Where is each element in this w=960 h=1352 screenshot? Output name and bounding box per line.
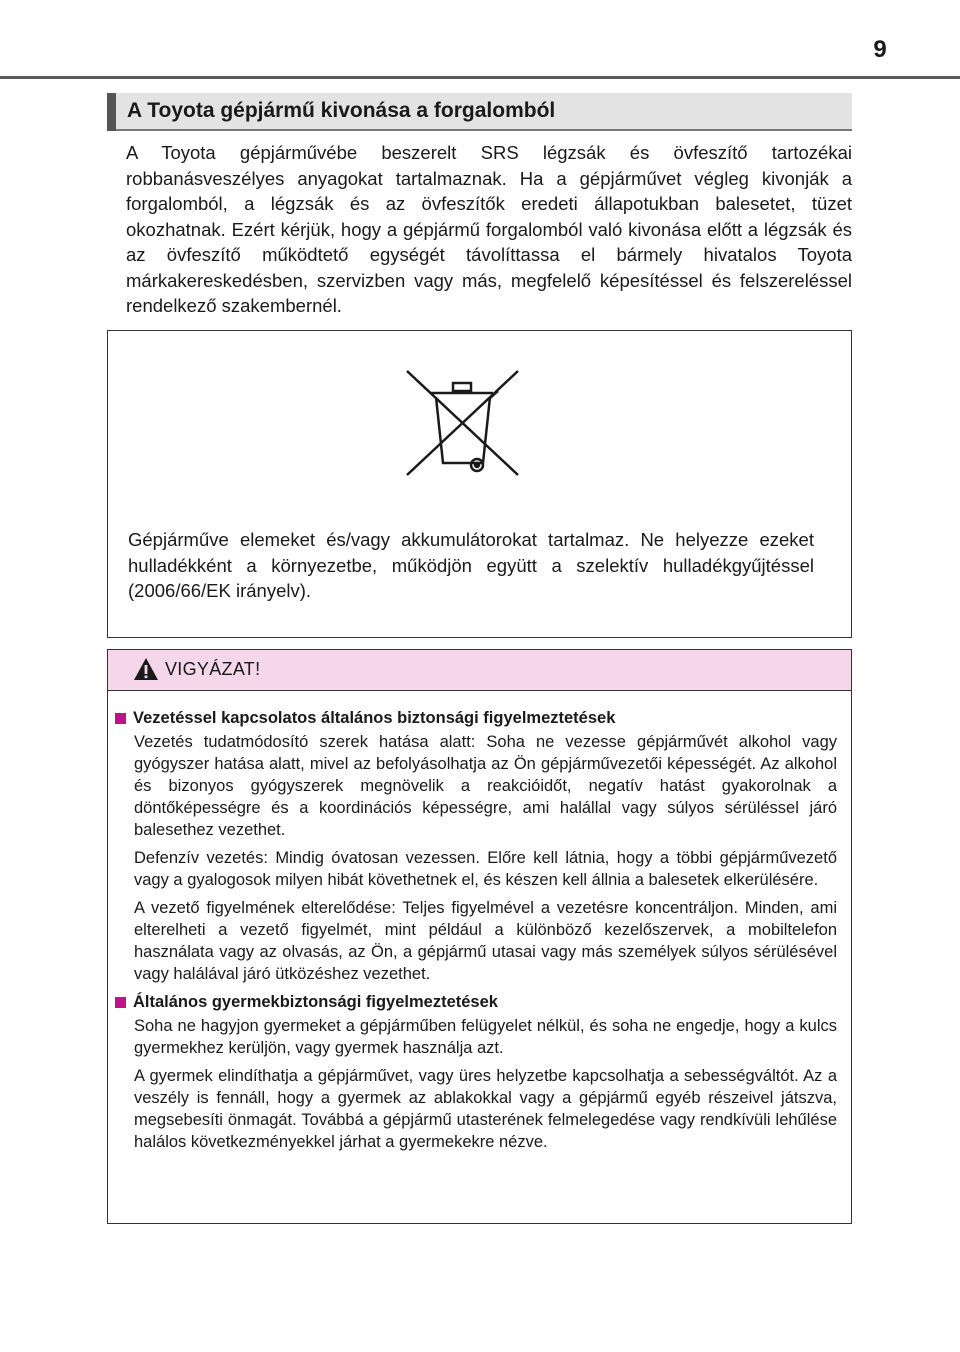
caution-section-driving (115, 707, 837, 985)
paragraph: Vezetés tudatmódosító szerek hatása alatt: Soha ne vezesse gépjárművét alkohol vagy gyógyszer hatása alatt, mivel az befolyásolhatja az Ön gépjárművezetői képességét. Az alkohol és bizonyos gyógyszerek megnövelik a reakcióidőt, negatív hatást gyakorolnak a döntőképességre és a koordinációs képességre, ami halállal vagy súlyos sérüléssel járó balesethez vezethet. (134, 733, 837, 839)
top-divider (0, 76, 960, 79)
page-number: 9 (873, 36, 887, 63)
warning-triangle-icon (133, 657, 159, 686)
section-header-bar (107, 93, 116, 131)
bullet-square-icon (115, 713, 126, 724)
notice-text: Gépjárműve elemeket és/vagy akkumulátorokat tartalmaz. Ne helyezze ezeket hulladékként a környezetbe, működjön együtt a szelektív hulladékgyűjtéssel (2006/66/EK irányelv). (128, 529, 814, 601)
paragraph: A vezető figyelmének elterelődése: Teljes figyelmével a vezetésre koncentráljon. Minden, ami elterelheti a vezető figyelmét, mint például a különböző kezelőszervek, a mobiltelefon használata vagy az olvasás, az Ön, a gépjármű utasai vagy más személyek súlyos sérülésével vagy halálával járó ütközéshez vezethet. (134, 899, 837, 983)
caution-header (108, 650, 851, 691)
section-heading: Általános gyermekbiztonsági figyelmeztetések (133, 993, 498, 1011)
crossed-out-wheelie-bin-icon (405, 369, 520, 482)
section-title: A Toyota gépjármű kivonása a forgalomból (127, 99, 556, 122)
bullet-square-icon (115, 997, 126, 1008)
caution-body (115, 707, 837, 1159)
section-header (107, 93, 852, 131)
paragraph: Soha ne hagyjon gyermeket a gépjárműben felügyelet nélkül, és soha ne engedje, hogy a kulcs gyermekhez kerüljön, vagy gyermek használja azt. (134, 1017, 837, 1057)
section-heading: Vezetéssel kapcsolatos általános biztonsági figyelmeztetések (133, 709, 616, 727)
caution-title: VIGYÁZAT! (165, 659, 261, 679)
intro-paragraph: A Toyota gépjárművébe beszerelt SRS légzsák és övfeszítő tartozékai robbanásveszélyes anyagokat tartalmaznak. Ha a gépjárművet végleg kivonják a forgalomból, a légzsák és az övfeszítők eredeti állapotukban balesetet, tüzet okozhatnak. Ezért kérjük, hogy a gépjármű forgalomból való kivonása előtt a légzsák és az övfeszítő működtető egységét távolíttassa el bármely hivatalos Toyota márkakereskedésben, szervizben vagy más, megfelelő képesítéssel és felszereléssel rendelkező szakembernél. (126, 142, 852, 316)
battery-disposal-notice (107, 330, 852, 638)
paragraph: A gyermek elindíthatja a gépjárművet, vagy üres helyzetbe kapcsolhatja a sebességváltót. Az a veszély is fennáll, hogy a gyermek az ablakokkal vagy a gépjármű egyéb részeivel játszva, megsebesíti önmagát. Továbbá a gépjármű utasterének felmelegedése vagy rendkívüli lehűlése halálos következményekkel járhat a gyermekekre nézve. (134, 1067, 837, 1151)
caution-box (107, 649, 852, 1224)
caution-section-child-safety (115, 991, 837, 1153)
paragraph: Defenzív vezetés: Mindig óvatosan vezessen. Előre kell látnia, hogy a többi gépjárművezető vagy a gyalogosok milyen hibát követhetnek el, és készen kell állnia a balesetek elkerülésére. (134, 849, 837, 889)
